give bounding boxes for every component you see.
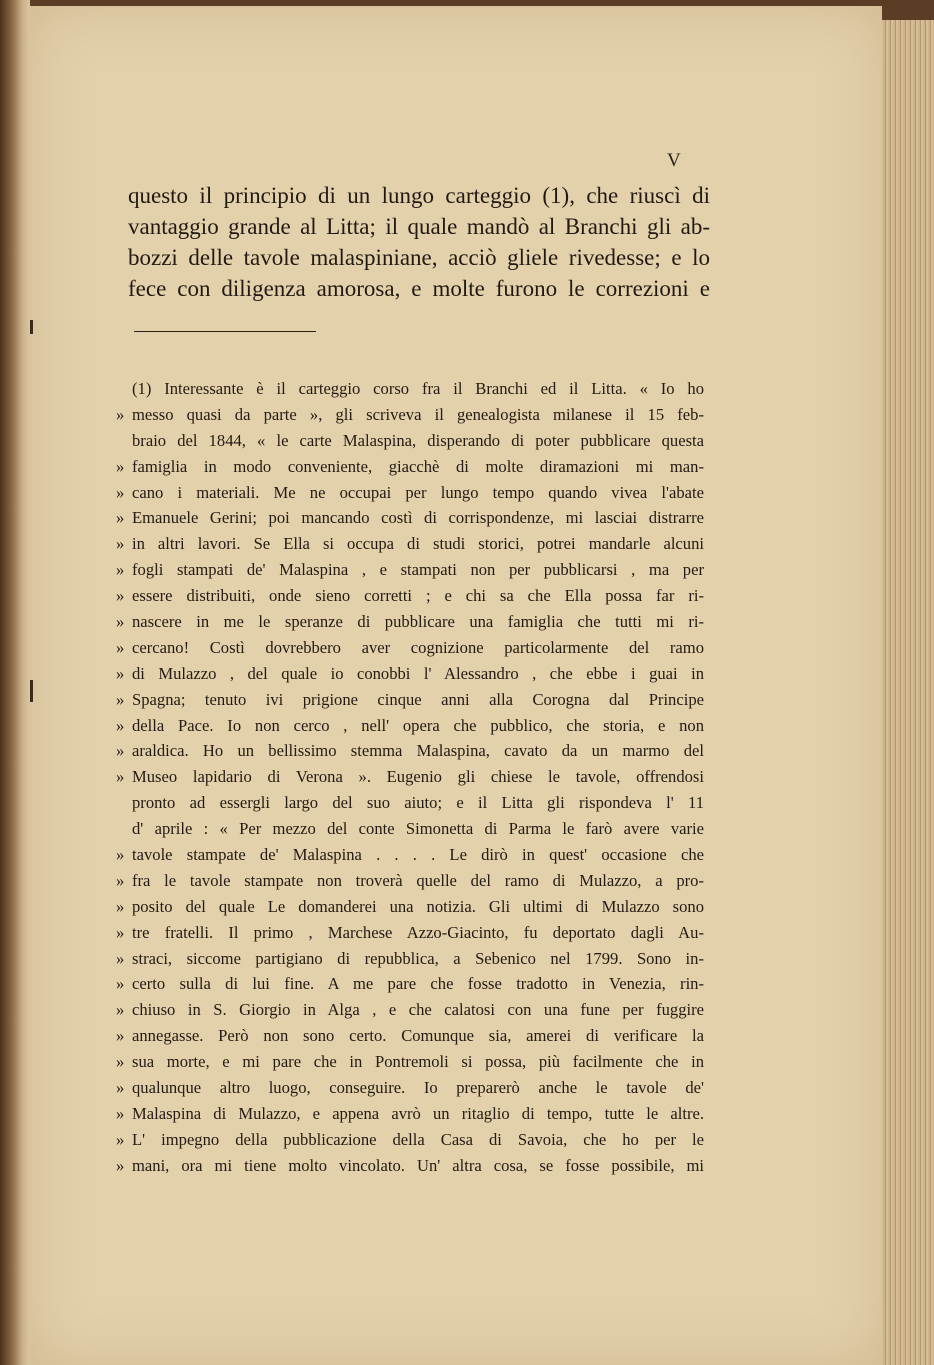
quote-mark: » <box>116 1103 125 1123</box>
footnote-line <box>116 402 704 428</box>
footnote-text: cano i materiali. Me ne occupai per lungo tempo quando vivea l'abate <box>132 482 704 502</box>
footnote-text: fogli stampati de' Malaspina , e stampati non per pubblicarsi , ma per <box>132 560 704 580</box>
footnote-line <box>116 505 704 531</box>
footnote-line <box>116 1101 704 1127</box>
footnote-line <box>116 946 704 972</box>
footnote-text: mani, ora mi tiene molto vincolato. Un' altra cosa, se fosse possibile, mi <box>132 1155 704 1175</box>
footnote-line <box>116 764 704 790</box>
quote-mark <box>116 428 132 454</box>
footnote-text: L' impegno della pubblicazione della Casa di Savoia, che ho per le <box>132 1129 704 1149</box>
footnote-text: d' aprile : « Per mezzo del conte Simonetta di Parma le farò avere varie <box>132 819 704 839</box>
footnote-line <box>116 661 704 687</box>
quote-mark: » <box>116 870 125 890</box>
main-text <box>128 180 710 304</box>
quote-mark <box>116 816 132 842</box>
quote-mark: » <box>116 845 125 865</box>
quote-mark: » <box>116 1155 125 1175</box>
footnote-text: (1) Interessante è il carteggio corso fra il Branchi ed il Litta. « Io ho <box>132 379 704 398</box>
quote-mark: » <box>116 637 125 657</box>
footnote-text: essere distribuiti, onde sieno corretti ; e chi sa che Ella possa far ri- <box>132 586 704 606</box>
quote-mark: » <box>116 948 125 968</box>
page-number: V <box>667 150 681 171</box>
footnote-text: Spagna; tenuto ivi prigione cinque anni alla Corogna dal Principe <box>132 689 704 709</box>
footnote-text: della Pace. Io non cerco , nell' opera che pubblico, che storia, e non <box>132 715 704 735</box>
footnote-text: annegasse. Però non sono certo. Comunque sia, amerei di verificare la <box>132 1026 704 1046</box>
quote-mark: » <box>116 612 125 632</box>
footnote-text: certo sulla di lui fine. A me pare che fosse tradotto in Venezia, rin- <box>132 974 704 994</box>
footnote-text: messo quasi da parte », gli scriveva il genealogista milanese il 15 feb- <box>132 404 704 424</box>
footnote-text: nascere in me le speranze di pubblicare una famiglia che tutti mi ri- <box>132 612 704 632</box>
footnote-line <box>116 1127 704 1153</box>
footnote-line <box>116 1075 704 1101</box>
footnote-text: braio del 1844, « le carte Malaspina, disperando di poter pubblicare questa <box>132 430 704 450</box>
footnote-text: di Mulazzo , del quale io conobbi l' Alessandro , che ebbe i guai in <box>132 663 704 683</box>
footnote-text: sua morte, e mi pare che in Pontremoli si possa, più facilmente che in <box>132 1052 704 1072</box>
footnote-line <box>116 868 704 894</box>
quote-mark: » <box>116 1078 125 1098</box>
footnote-line <box>116 816 704 842</box>
footnote-line <box>116 1023 704 1049</box>
text-line: bozzi delle tavole malaspiniane, acciò gliele rivedesse; e lo <box>128 245 710 270</box>
quote-mark: » <box>116 715 125 735</box>
footnote-line <box>116 790 704 816</box>
footnote-line <box>116 583 704 609</box>
footnote-text: Malaspina di Mulazzo, e appena avrò un ritaglio di tempo, tutte le altre. <box>132 1103 704 1123</box>
footnote-text: tavole stampate de' Malaspina . . . . Le dirò in quest' occasione che <box>132 845 704 865</box>
footnote-text: araldica. Ho un bellissimo stemma Malaspina, cavato da un marmo del <box>132 741 704 761</box>
quote-mark: » <box>116 663 125 683</box>
footnote-line <box>116 531 704 557</box>
quote-mark: » <box>116 404 125 424</box>
footnote-text: tre fratelli. Il primo , Marchese Azzo-Giacinto, fu deportato dagli Au- <box>132 922 704 942</box>
quote-mark: » <box>116 456 125 476</box>
quote-mark: » <box>116 534 125 554</box>
quote-mark: » <box>116 689 125 709</box>
footnote-line <box>116 687 704 713</box>
quote-mark: » <box>116 1129 125 1149</box>
footnote-line <box>116 1049 704 1075</box>
text-line: vantaggio grande al Litta; il quale mandò al Branchi gli ab- <box>128 214 710 239</box>
footnote-line <box>116 894 704 920</box>
footnote-line <box>116 454 704 480</box>
footnote-line <box>116 557 704 583</box>
margin-mark <box>30 680 33 702</box>
margin-mark <box>30 320 33 334</box>
footnote-text: cercano! Costì dovrebbero aver cognizione particolarmente del ramo <box>132 637 704 657</box>
page-block-edges <box>878 20 934 1365</box>
quote-mark: » <box>116 508 125 528</box>
footnote-line <box>116 635 704 661</box>
footnote-text: in altri lavori. Se Ella si occupa di studi storici, potrei mandarle alcuni <box>132 534 704 554</box>
quote-mark: » <box>116 922 125 942</box>
text-line: questo il principio di un lungo carteggio (1), che riuscì di <box>128 183 710 208</box>
footnote-text: pronto ad essergli largo del suo aiuto; e il Litta gli rispondeva l' 11 <box>132 793 704 813</box>
footnote-line <box>116 480 704 506</box>
quote-mark: » <box>116 1000 125 1020</box>
quote-mark: » <box>116 896 125 916</box>
quote-mark <box>116 790 132 816</box>
footnote-text: Museo lapidario di Verona ». Eugenio gli chiese le tavole, offrendosi <box>132 767 704 787</box>
footnote-text: famiglia in modo conveniente, giacchè di molte diramazioni mi man- <box>132 456 704 476</box>
footnote <box>116 376 704 1179</box>
facing-page-edge <box>0 0 30 1365</box>
quote-mark: » <box>116 741 125 761</box>
footnote-line <box>116 713 704 739</box>
footnote-line <box>116 428 704 454</box>
footnote-separator <box>134 331 316 332</box>
quote-mark: » <box>116 1026 125 1046</box>
quote-mark: » <box>116 1052 125 1072</box>
footnote-text: posito del quale Le domanderei una notizia. Gli ultimi di Mulazzo sono <box>132 896 704 916</box>
quote-mark: » <box>116 586 125 606</box>
quote-mark: » <box>116 482 125 502</box>
footnote-line <box>116 376 704 402</box>
footnote-line <box>116 920 704 946</box>
footnote-line <box>116 997 704 1023</box>
footnote-line <box>116 971 704 997</box>
text-line: fece con diligenza amorosa, e molte furono le correzioni e <box>128 276 710 301</box>
quote-mark: » <box>116 560 125 580</box>
footnote-text: fra le tavole stampate non troverà quelle del ramo di Mulazzo, a pro- <box>132 870 704 890</box>
footnote-line <box>116 842 704 868</box>
footnote-text: straci, siccome partigiano di repubblica, a Sebenico nel 1799. Sono in- <box>132 948 704 968</box>
footnote-text: qualunque altro luogo, conseguire. Io preparerò anche le tavole de' <box>132 1078 704 1098</box>
footnote-line <box>116 609 704 635</box>
footnote-line <box>116 1153 704 1179</box>
quote-mark: » <box>116 974 125 994</box>
quote-mark: » <box>116 767 125 787</box>
footnote-line <box>116 738 704 764</box>
footnote-text: Emanuele Gerini; poi mancando costì di corrispondenze, mi lasciai distrarre <box>132 508 704 528</box>
footnote-text: chiuso in S. Giorgio in Alga , e che calatosi con una fune per fuggire <box>132 1000 704 1020</box>
